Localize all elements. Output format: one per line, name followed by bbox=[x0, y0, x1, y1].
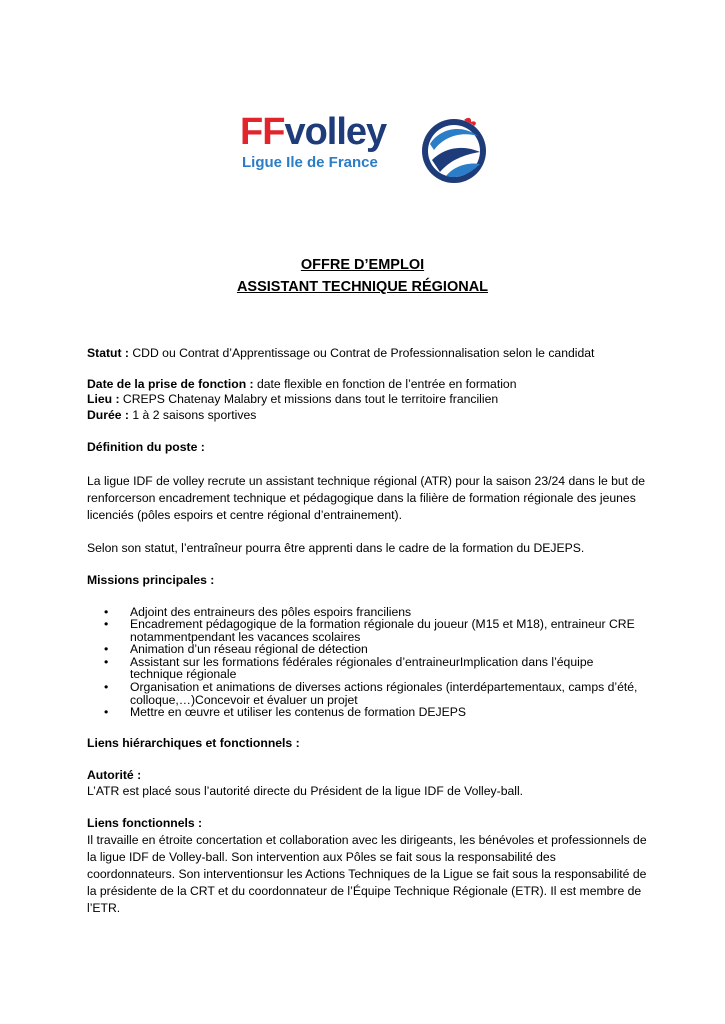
ffvolley-logo bbox=[240, 112, 490, 188]
logo-brand-volley: volley bbox=[284, 111, 387, 153]
document-title bbox=[0, 254, 725, 298]
fonctionnels-text: Il travaille en étroite concertation et collaboration avec les dirigeants, les bénévoles et professionnels de la ligue IDF de Volley-ball. Son intervention aux Pôles se fait sous la responsabilité des coordonnateurs. Son interventionsur les Actions Techniques de la Ligue se fait sous la responsabilité de la présidente de la CRT et du coordonnateur de l’Équipe Technique Régionale (ETR). Il est membre de l’ETR. bbox=[87, 832, 647, 915]
statut-paragraph: Selon son statut, l’entraîneur pourra être apprenti dans le cadre de la formation du DEJEPS. bbox=[87, 540, 585, 555]
logo-subtitle: Ligue Ile de France bbox=[242, 154, 378, 171]
fonctionnels-label bbox=[87, 816, 647, 832]
duree-value: 1 à 2 saisons sportives bbox=[129, 407, 257, 422]
missions-heading-text: Missions principales : bbox=[87, 573, 215, 587]
duree-line bbox=[87, 408, 647, 424]
date-value: date flexible en fonction de l’entrée en formation bbox=[253, 376, 517, 391]
lieu-value: CREPS Chatenay Malabry et missions dans tout le territoire francilien bbox=[119, 392, 499, 406]
autorite-text: L’ATR est placé sous l’autorité directe du Président de la ligue IDF de Volley-ball. bbox=[87, 783, 524, 798]
list-item: • Assistant sur les formations fédérales régionales d’entraineurImplication dans l’équipe technique régionale bbox=[130, 656, 647, 681]
list-item: • Mettre en œuvre et utiliser les contenus de formation DEJEPS bbox=[130, 706, 647, 719]
definition-heading bbox=[87, 440, 647, 456]
fonctionnels-label-text: Liens fonctionnels : bbox=[87, 816, 203, 831]
liens-heading bbox=[87, 736, 647, 752]
logo-brand bbox=[240, 112, 386, 152]
statut-label: Statut : bbox=[87, 346, 129, 360]
statut-value: CDD ou Contrat d’Apprentissage ou Contrat de Professionnalisation selon le candidat bbox=[128, 346, 595, 360]
title-line-offre: OFFRE D’EMPLOI bbox=[300, 257, 425, 273]
autorite-label-text: Autorité : bbox=[87, 768, 142, 783]
statut-line bbox=[87, 346, 647, 362]
missions-heading bbox=[87, 573, 647, 589]
lieu-label: Lieu : bbox=[87, 392, 120, 406]
date-line bbox=[87, 377, 647, 393]
document-body bbox=[87, 346, 647, 917]
liens-heading-text: Liens hiérarchiques et fonctionnels : bbox=[87, 735, 300, 750]
title-line-poste: ASSISTANT TECHNIQUE RÉGIONAL bbox=[236, 279, 489, 295]
lieu-line bbox=[87, 392, 647, 408]
missions-list bbox=[87, 606, 647, 719]
autorite-label bbox=[87, 768, 647, 784]
date-label: Date de la prise de fonction : bbox=[87, 376, 254, 391]
rooster-ball-emblem-icon bbox=[418, 114, 490, 186]
definition-paragraph: La ligue IDF de volley recrute un assistant technique régional (ATR) pour la saison 23/24 dans le but de renforcerson encadrement technique et pédagogique dans la filière de formation régionale des jeunes licenciés (pôles espoirs et centre régional d’entrainement). bbox=[87, 473, 646, 522]
definition-heading-text: Définition du poste : bbox=[87, 440, 205, 454]
list-item: • Adjoint des entraineurs des pôles espoirs franciliens bbox=[130, 606, 647, 619]
logo-brand-ff: FF bbox=[240, 111, 285, 153]
list-item: • Encadrement pédagogique de la formation régionale du joueur (M15 et M18), entraineur CRE notammentpendant les vacances scolaires bbox=[130, 618, 647, 643]
duree-label: Durée : bbox=[87, 407, 129, 422]
logo-wordmark bbox=[240, 112, 386, 172]
list-item: • Animation d’un réseau régional de détection bbox=[130, 643, 647, 656]
list-item: • Organisation et animations de diverses actions régionales (interdépartementaux, camps d’été, colloque,…)Concevoir et évaluer un projet bbox=[130, 681, 647, 706]
